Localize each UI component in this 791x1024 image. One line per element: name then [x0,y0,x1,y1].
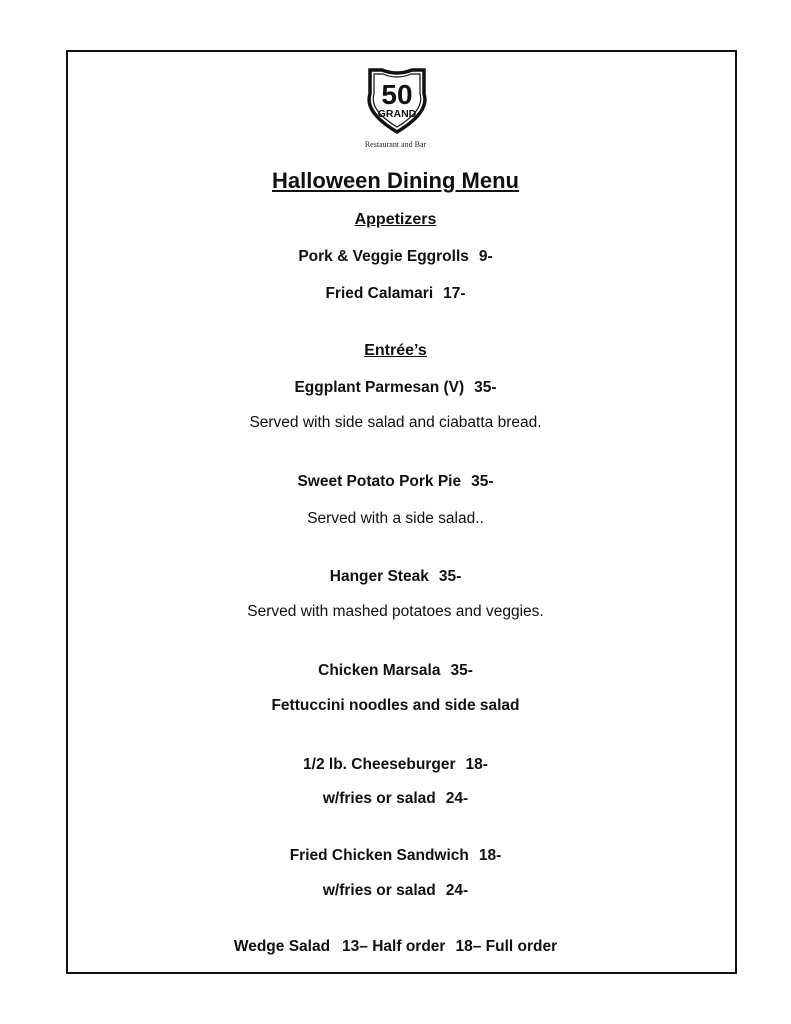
item-price: 9- [478,248,493,265]
menu-item [0,662,791,680]
option-label: w/fries or salad [322,790,436,807]
item-name: Eggplant Parmesan (V) [294,379,465,396]
item-name: Chicken Marsala [318,662,441,679]
menu-item [0,473,791,491]
item-description: Served with side salad and ciabatta bread. [249,414,542,431]
item-price: 35- [438,568,462,585]
logo-number: 50 [381,79,413,110]
menu-title: Halloween Dining Menu [272,168,519,193]
item-price: 17- [443,285,466,302]
half-price: 13– [342,938,368,955]
appetizers-heading: Appetizers [354,211,437,228]
half-label: Half order [372,938,446,955]
menu-item [0,248,791,266]
item-description: Served with a side salad.. [307,510,484,527]
item-price: 35- [471,473,494,490]
item-description: Served with mashed potatoes and veggies. [247,603,544,620]
logo-subtitle: Restaurant and Bar [364,140,427,149]
item-price: 18- [478,847,502,864]
option-price: 24- [445,790,469,807]
item-description: Fettuccini noodles and side salad [271,697,520,714]
item-name: Fried Chicken Sandwich [289,847,469,864]
item-name: Hanger Steak [329,568,429,585]
menu-item [0,285,791,303]
menu-item [0,847,791,865]
wedge-salad-line [0,938,791,956]
menu-item [0,379,791,397]
item-price: 18- [465,756,488,773]
item-name: Pork & Veggie Eggrolls [298,248,469,265]
item-option [0,882,791,900]
item-option [0,790,791,808]
item-name: Wedge Salad [233,938,331,955]
item-price: 35- [474,379,497,396]
item-price: 35- [450,662,473,679]
option-label: w/fries or salad [322,882,436,899]
item-name: Sweet Potato Pork Pie [297,473,462,490]
full-label: Full order [485,938,558,955]
item-name: 1/2 lb. Cheeseburger [303,756,456,773]
route-shield-icon [362,64,432,136]
entrees-heading: Entrée’s [364,342,427,359]
option-price: 24- [445,882,469,899]
full-price: 18– [455,938,482,955]
menu-item [0,568,791,586]
item-name: Fried Calamari [325,285,434,302]
menu-item [0,756,791,774]
logo-word: GRAND [377,108,417,120]
